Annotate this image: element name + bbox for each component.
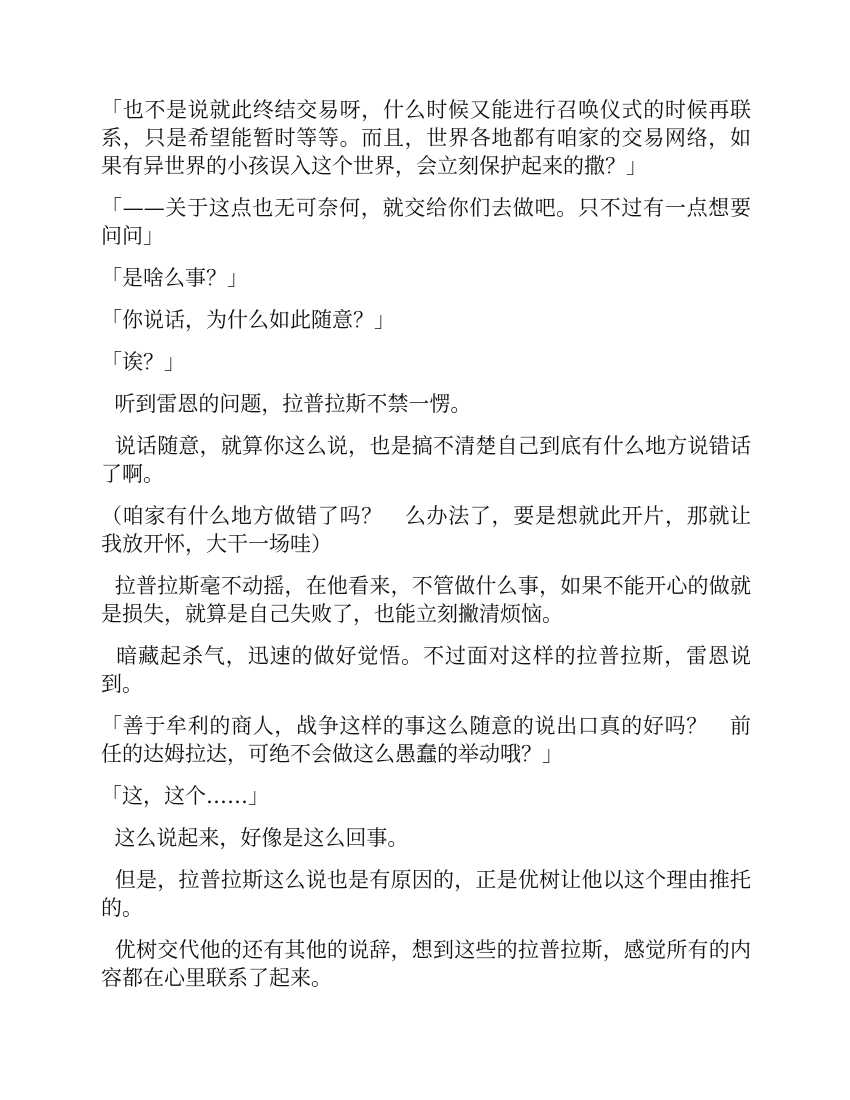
document-page <box>101 96 751 1006</box>
paragraph: 暗藏起杀气，迅速的做好觉悟。不过面对这样的拉普拉斯，雷恩说到。 <box>101 644 751 696</box>
paragraph: 这么说起来，好像是这么回事。 <box>101 826 409 850</box>
paragraph: 听到雷恩的问题，拉普拉斯不禁一愣。 <box>101 392 472 416</box>
paragraph: 「这，这个……」 <box>101 784 269 808</box>
paragraph: 「你说话，为什么如此随意？」 <box>101 308 395 332</box>
paragraph: 优树交代他的还有其他的说辞，想到这些的拉普拉斯，感觉所有的内容都在心里联系了起来。 <box>101 938 751 990</box>
paragraph: 「是啥么事？」 <box>101 266 248 290</box>
paragraph: 「也不是说就此终结交易呀，什么时候又能进行召唤仪式的时候再联系，只是希望能暂时等等。而且，世界各地都有咱家的交易网络，如果有异世界的小孩误入这个世界，会立刻保护起来的撒？」 <box>101 98 751 178</box>
paragraph: 说话随意，就算你这么说，也是搞不清楚自己到底有什么地方说错话了啊。 <box>101 434 751 486</box>
paragraph: 但是，拉普拉斯这么说也是有原因的，正是优树让他以这个理由推托的。 <box>101 868 751 920</box>
paragraph: （咱家有什么地方做错了吗？ 么办法了，要是想就此开片，那就让我放开怀，大干一场哇） <box>101 504 751 556</box>
paragraph: 「诶？」 <box>101 350 185 374</box>
paragraph: 「——关于这点也无可奈何，就交给你们去做吧。只不过有一点想要问问」 <box>101 196 751 248</box>
paragraph: 「善于牟利的商人，战争这样的事这么随意的说出口真的好吗？ 前任的达姆拉达，可绝不会做这么愚蠢的举动哦？」 <box>101 714 751 766</box>
paragraph: 拉普拉斯毫不动摇，在他看来，不管做什么事，如果不能开心的做就是损失，就算是自己失败了，也能立刻撇清烦恼。 <box>101 574 751 626</box>
